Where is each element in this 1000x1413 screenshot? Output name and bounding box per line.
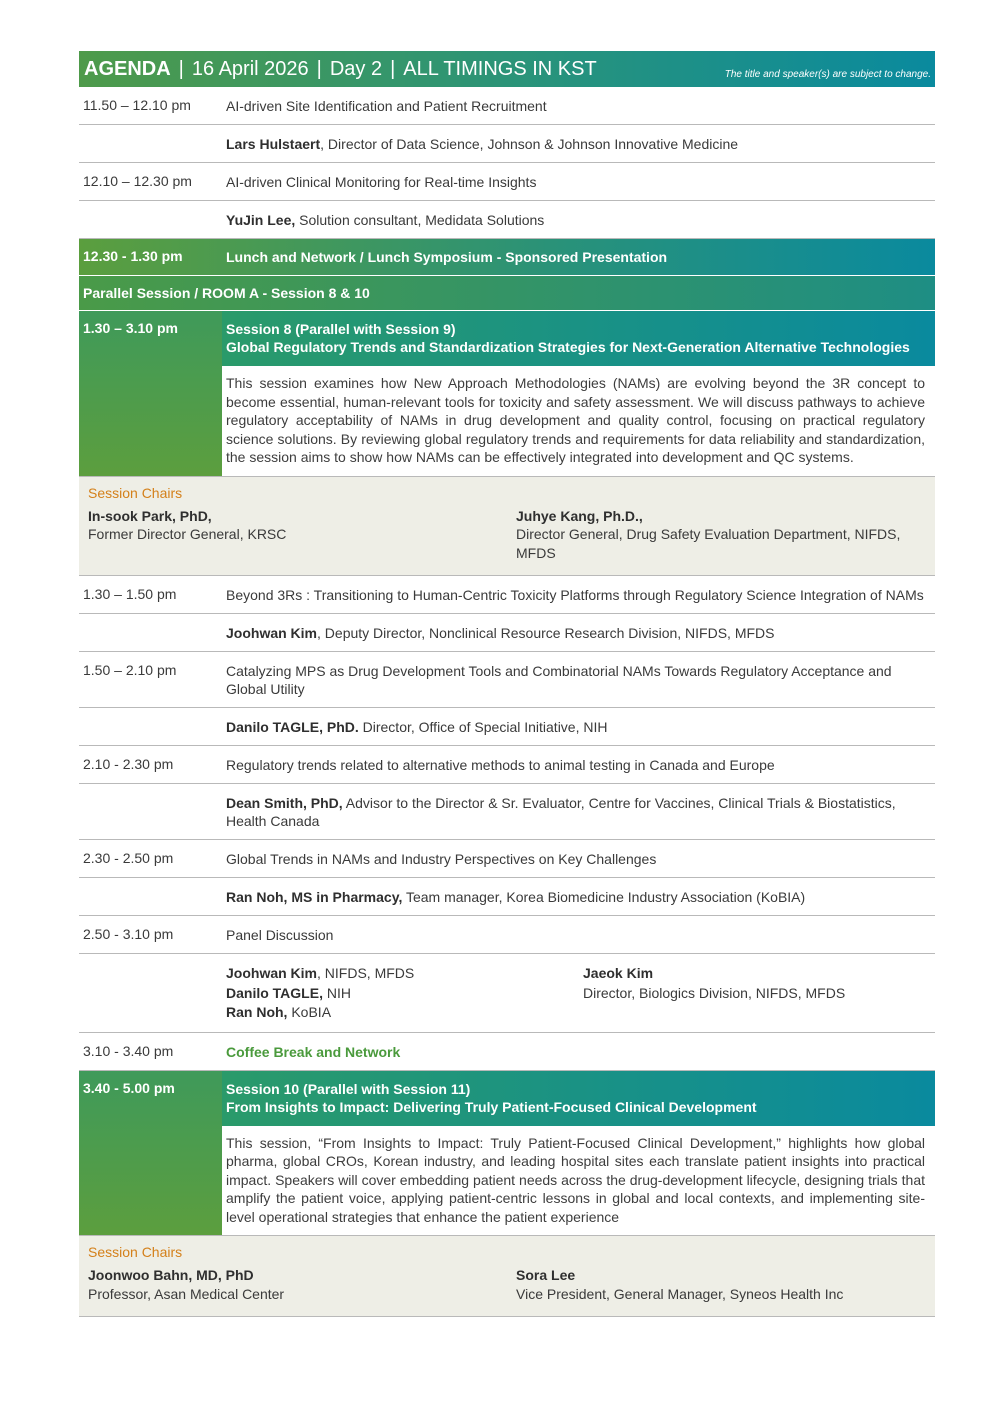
chair-name: In-sook Park, PhD,	[88, 507, 212, 524]
panelist-list	[226, 964, 583, 1023]
row-title: AI-driven Clinical Monitoring for Real-time Insights	[226, 174, 537, 190]
session-title: Global Regulatory Trends and Standardization Strategies for Next-Generation Alternative Technologies	[226, 339, 910, 355]
panelist	[226, 984, 583, 1004]
agenda-row	[79, 916, 935, 954]
chair	[516, 1266, 930, 1303]
speaker-detail: Team manager, Korea Biomedicine Industry Association (KoBIA)	[402, 889, 806, 905]
session-description: This session, “From Insights to Impact: Truly Patient-Focused Clinical Development,” highlights how global pharma, global CROs, Korean industry, and leading hospital sites each translate patient insights into practical impact. Speakers will cover embedding patient needs across the drug-development lifecycle, designing trials that amplify the patient voice, applying patient-centric lessons in global and local contexts, and implementing site-level operational strategies that enhance the patient experience	[226, 1134, 925, 1225]
row-title: AI-driven Site Identification and Patient Recruitment	[226, 98, 547, 114]
session-chairs-label: Session Chairs	[88, 1244, 183, 1260]
lunch-time: 12.30 - 1.30 pm	[83, 248, 183, 264]
session-time: 3.40 - 5.00 pm	[79, 1071, 222, 1236]
speaker-line	[222, 784, 935, 839]
row-time: 2.10 - 2.30 pm	[83, 756, 174, 772]
session-heading	[222, 311, 935, 366]
agenda-row	[79, 576, 935, 614]
agenda-timing: ALL TIMINGS IN KST	[403, 57, 597, 80]
row-title: Catalyzing MPS as Drug Development Tools and Combinatorial NAMs Towards Regulatory Acceptance and Global Utility	[226, 663, 892, 697]
row-time: 2.30 - 2.50 pm	[83, 850, 174, 866]
coffee-title: Coffee Break and Network	[226, 1043, 401, 1060]
session-chairs-label: Session Chairs	[88, 484, 183, 501]
session-chairs	[79, 1235, 935, 1317]
speaker-line	[222, 201, 935, 238]
panelist-org: NIH	[322, 984, 351, 1001]
speaker-row	[79, 878, 935, 916]
panelist	[583, 964, 925, 1023]
speaker-detail: Advisor to the Director & Sr. Evaluator, Centre for Vaccines, Clinical Trials & Biostatistics, Health Canada	[226, 795, 896, 829]
panelist-name: Joohwan Kim	[226, 965, 318, 981]
speaker-detail: Solution consultant, Medidata Solutions	[295, 212, 545, 228]
panelists-row	[79, 954, 935, 1033]
speaker-line	[222, 708, 935, 745]
row-time: 11.50 – 12.10 pm	[83, 97, 191, 113]
agenda-row	[79, 87, 935, 125]
speaker-row	[79, 708, 935, 746]
header-note: The title and speaker(s) are subject to change.	[724, 69, 931, 80]
coffee-row	[79, 1033, 935, 1071]
panelist-org: , NIFDS, MFDS	[317, 965, 415, 981]
session-time: 1.30 – 3.10 pm	[79, 311, 222, 476]
chair-name: Sora Lee	[516, 1267, 576, 1283]
chair	[88, 507, 516, 563]
row-time: 3.10 - 3.40 pm	[83, 1042, 174, 1059]
speaker-line	[222, 614, 935, 651]
agenda-header: AGENDA | 16 April 2026 | Day 2 | ALL TIMINGS IN KST The title and speaker(s) are subject to change.	[79, 51, 935, 87]
panelist-org: Director, Biologics Division, NIFDS, MFDS	[583, 984, 846, 1001]
panelist-name: Jaeok Kim	[583, 965, 654, 981]
lunch-title: Lunch and Network / Lunch Symposium - Sponsored Presentation	[226, 249, 668, 265]
row-time: 1.50 – 2.10 pm	[83, 662, 177, 678]
agenda-day: Day 2	[329, 57, 383, 80]
chair-name: Juhye Kang, Ph.D.,	[516, 507, 643, 524]
row-time: 2.50 - 3.10 pm	[83, 926, 174, 942]
speaker-name: YuJin Lee,	[226, 212, 296, 228]
chair-role: Former Director General, KRSC	[88, 526, 287, 542]
session-chairs	[79, 476, 935, 577]
session-number: Session 8 (Parallel with Session 9)	[226, 321, 456, 337]
speaker-detail: Director, Office of Special Initiative, NIH	[358, 719, 608, 735]
row-title: Beyond 3Rs : Transitioning to Human-Centric Toxicity Platforms through Regulatory Science Integration of NAMs	[226, 587, 924, 603]
lunch-row	[79, 239, 935, 276]
panelist	[226, 964, 583, 984]
row-time: 1.30 – 1.50 pm	[83, 586, 177, 602]
chair	[88, 1266, 516, 1303]
row-time: 12.10 – 12.30 pm	[83, 173, 192, 189]
session-title: From Insights to Impact: Delivering Truly Patient-Focused Clinical Development	[226, 1098, 757, 1115]
row-title: Panel Discussion	[226, 927, 334, 943]
session-number: Session 10 (Parallel with Session 11)	[226, 1080, 471, 1097]
speaker-row	[79, 201, 935, 239]
speaker-row	[79, 614, 935, 652]
row-title: Global Trends in NAMs and Industry Perspectives on Key Challenges	[226, 851, 657, 867]
speaker-detail: , Director of Data Science, Johnson & Johnson Innovative Medicine	[320, 136, 739, 152]
chair-name: Joonwoo Bahn, MD, PhD	[88, 1267, 254, 1283]
agenda-row	[79, 163, 935, 201]
speaker-name: Danilo TAGLE, PhD.	[226, 719, 359, 735]
panelist-org: KoBIA	[287, 1004, 332, 1020]
agenda-row	[79, 840, 935, 878]
speaker-row	[79, 784, 935, 840]
panelist	[226, 1003, 583, 1023]
agenda-row	[79, 652, 935, 708]
chair-role: Professor, Asan Medical Center	[88, 1285, 285, 1302]
panelist-name: Danilo TAGLE,	[226, 984, 323, 1001]
row-title: Regulatory trends related to alternative methods to animal testing in Canada and Europe	[226, 757, 775, 773]
chair-role: Director General, Drug Safety Evaluation Department, NIFDS, MFDS	[516, 526, 901, 561]
chair	[516, 507, 930, 563]
speaker-name: Dean Smith, PhD,	[226, 795, 343, 811]
parallel-session-banner: Parallel Session / ROOM A - Session 8 & 10	[79, 276, 935, 311]
speaker-row	[79, 125, 935, 163]
agenda-row	[79, 746, 935, 784]
speaker-line	[222, 125, 935, 162]
chair-role: Vice President, General Manager, Syneos Health Inc	[516, 1285, 844, 1302]
panelist-name: Ran Noh,	[226, 1004, 288, 1020]
speaker-name: Joohwan Kim	[226, 625, 318, 641]
speaker-name: Ran Noh, MS in Pharmacy,	[226, 889, 403, 905]
session-description: This session examines how New Approach Methodologies (NAMs) are evolving beyond the 3R concept to become essential, human-relevant tools for toxicity and safety assessment. We will discuss pathways to achieve regulatory acceptability of NAMs in drug development and quality control, focusing on practical regulatory science solutions. By reviewing global regulatory trends and requirements for data reliability and standardization, the session aims to show how NAMs can be effectively integrated into development and QC systems.	[226, 375, 925, 465]
session-10	[79, 1071, 935, 1236]
speaker-detail: , Deputy Director, Nonclinical Resource Research Division, NIFDS, MFDS	[317, 625, 775, 641]
session-8	[79, 311, 935, 476]
speaker-line	[222, 878, 935, 915]
agenda-date: 16 April 2026	[191, 57, 309, 80]
agenda-page	[79, 51, 935, 1317]
agenda-label: AGENDA	[84, 57, 171, 80]
session-heading	[222, 1071, 935, 1126]
speaker-name: Lars Hulstaert	[226, 136, 321, 152]
